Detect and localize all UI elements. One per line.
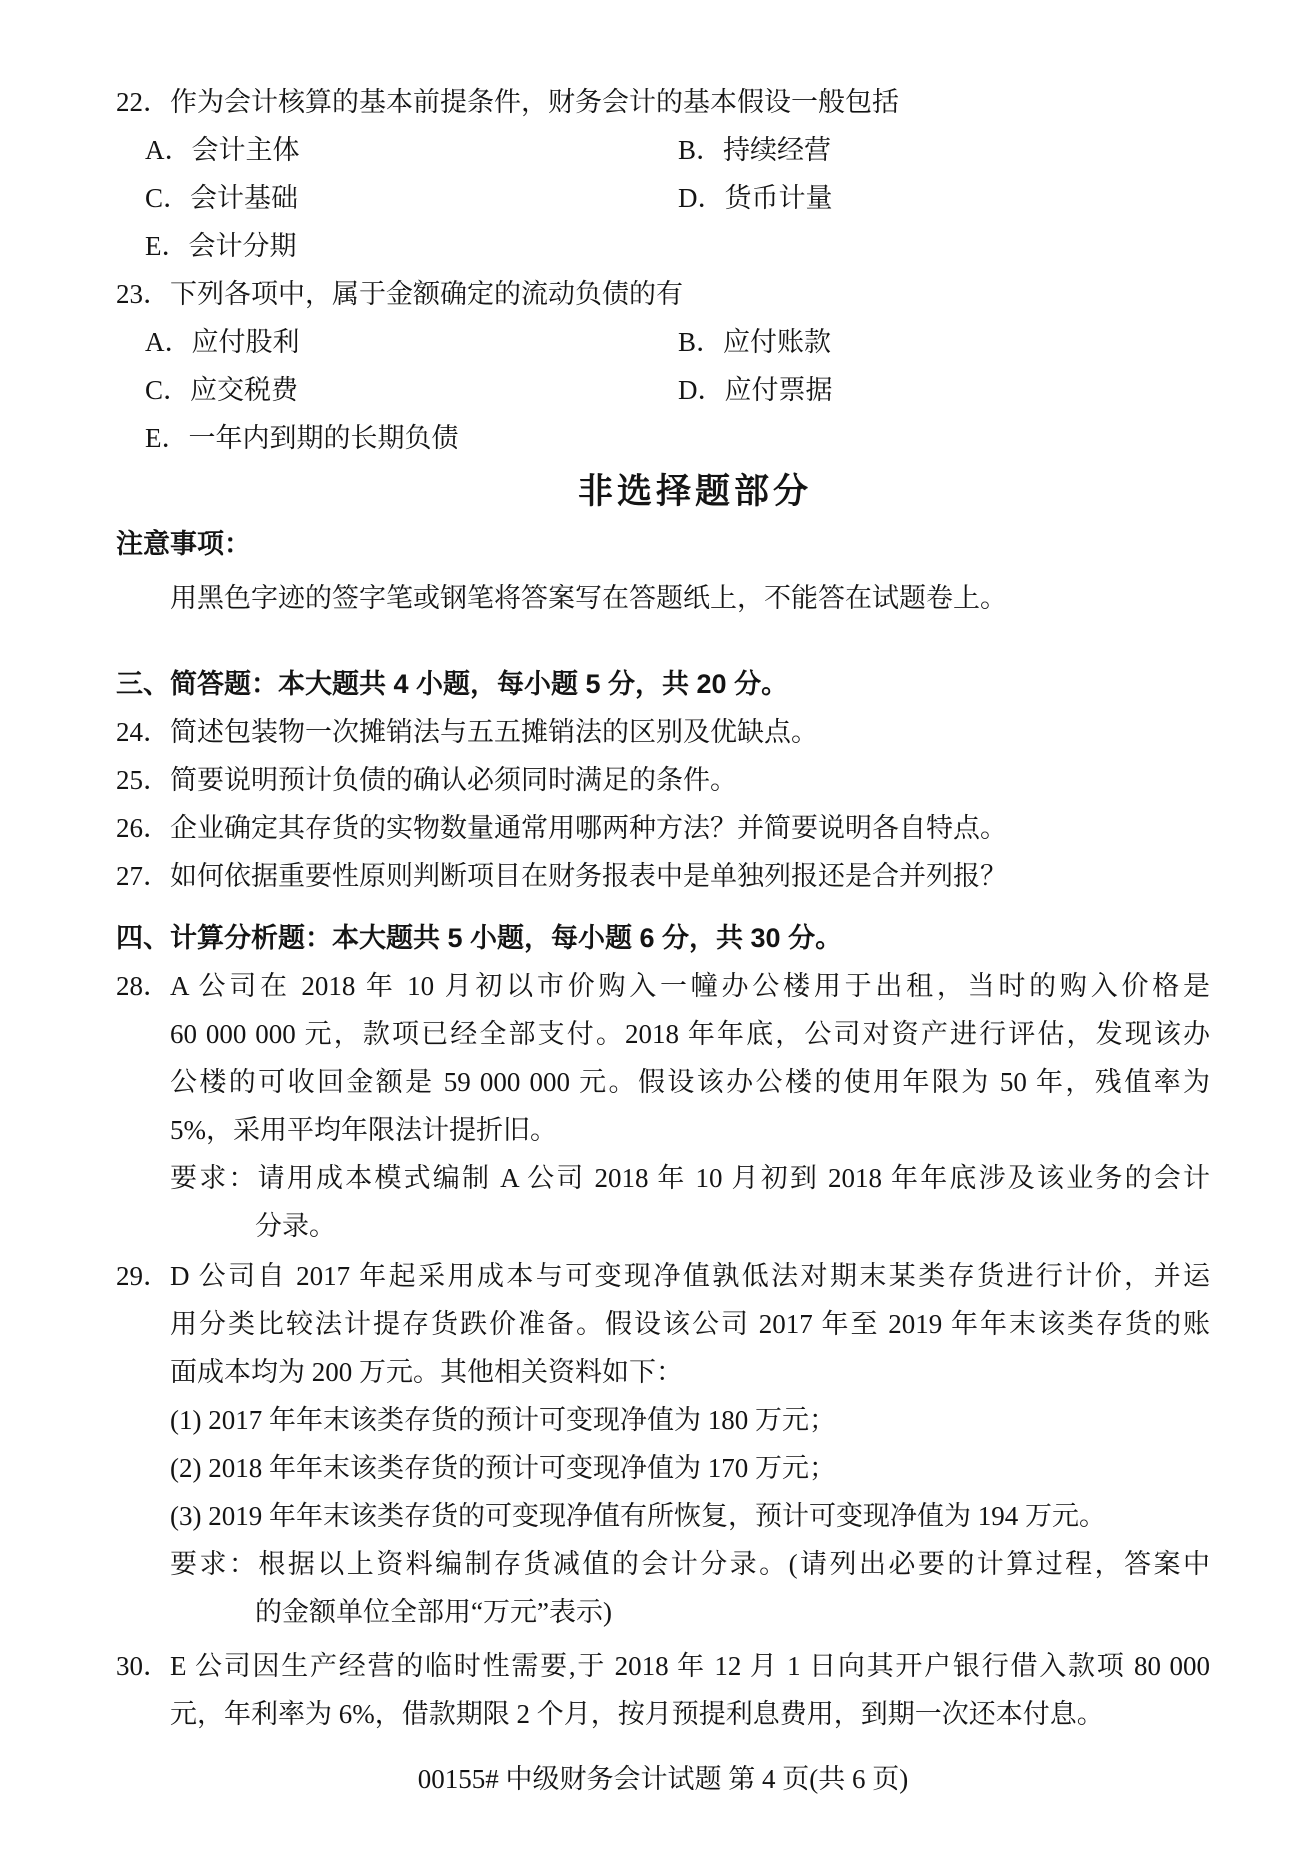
notice-title: 注意事项：	[116, 529, 251, 559]
question-30-line: 元，年利率为 6%，借款期限 2 个月，按月预提利息费用，到期一次还本付息。	[170, 1699, 1104, 1729]
question-22-option-empty	[678, 222, 1210, 270]
question-25: 25．简要说明预计负债的确认必须同时满足的条件。	[116, 765, 737, 795]
question-29-requirement: 的金额单位全部用“万元”表示)	[255, 1597, 612, 1627]
question-22-option-e: E．会计分期	[145, 231, 297, 261]
question-29-requirement: 要求：根据以上资料编制存货减值的会计分录。(请列出必要的计算过程，答案中	[170, 1549, 1210, 1579]
question-22-option-b: B．持续经营	[678, 135, 832, 165]
notice-body: 用黑色字迹的签字笔或钢笔将答案写在答题纸上，不能答在试题卷上。	[170, 583, 1007, 613]
question-22-option-c: C．会计基础	[145, 183, 299, 213]
question-29-line: 面成本均为 200 万元。其他相关资料如下：	[170, 1357, 683, 1387]
question-28-line: 60 000 000 元，款项已经全部支付。2018 年年底，公司对资产进行评估，发现该办	[170, 1019, 1210, 1049]
question-29-line	[116, 1252, 1210, 1300]
question-28-line: 5%，采用平均年限法计提折旧。	[170, 1115, 557, 1145]
question-29-line: 用分类比较法计提存货跌价准备。假设该公司 2017 年至 2019 年年末该类存货的账	[170, 1309, 1210, 1339]
question-29-item-3: (3) 2019 年年末该类存货的可变现净值有所恢复，预计可变现净值为 194 万元。	[170, 1501, 1106, 1531]
question-29-item-2: (2) 2018 年年末该类存货的预计可变现净值为 170 万元；	[170, 1453, 836, 1483]
question-23-options-row	[116, 318, 1210, 366]
section-4-header: 四、计算分析题：本大题共 5 小题，每小题 6 分，共 30 分。	[116, 923, 843, 953]
question-30-number: 30．	[116, 1651, 170, 1681]
question-23-option-d: D．应付票据	[678, 375, 833, 405]
question-22-options-row	[116, 174, 1210, 222]
question-22-option-d: D．货币计量	[678, 183, 833, 213]
question-30-text: E 公司因生产经营的临时性需要,于 2018 年 12 月 1 日向其开户银行借入款项 80 000	[170, 1651, 1210, 1681]
question-23-options-row	[116, 366, 1210, 414]
question-23-option-a: A．应付股利	[145, 327, 300, 357]
page-footer: 00155# 中级财务会计试题 第 4 页(共 6 页)	[417, 1764, 909, 1794]
question-23-option-e: E．一年内到期的长期负债	[145, 423, 459, 453]
non-mc-section-heading: 非选择题部分	[577, 472, 812, 511]
question-22-option-a: A．会计主体	[145, 135, 300, 165]
question-23-option-empty	[678, 414, 1210, 462]
question-30	[116, 1642, 1210, 1738]
question-28-line: 公楼的可收回金额是 59 000 000 元。假设该办公楼的使用年限为 50 年，残值率为	[170, 1067, 1210, 1097]
question-28-number: 28．	[116, 971, 170, 1001]
question-29-number: 29．	[116, 1261, 170, 1291]
question-23-option-b: B．应付账款	[678, 327, 832, 357]
question-29-item-1: (1) 2017 年年末该类存货的预计可变现净值为 180 万元；	[170, 1405, 836, 1435]
question-28	[116, 962, 1210, 1250]
question-22-options-row	[116, 126, 1210, 174]
question-23-stem: 23．下列各项中，属于金额确定的流动负债的有	[116, 279, 683, 309]
question-24: 24．简述包装物一次摊销法与五五摊销法的区别及优缺点。	[116, 717, 818, 747]
question-28-line	[116, 962, 1210, 1010]
question-23-options-row	[116, 414, 1210, 462]
question-23-option-c: C．应交税费	[145, 375, 299, 405]
question-28-requirement: 分录。	[255, 1211, 336, 1241]
question-26: 26．企业确定其存货的实物数量通常用哪两种方法？并简要说明各自特点。	[116, 813, 1007, 843]
question-29-text: D 公司自 2017 年起采用成本与可变现净值孰低法对期末某类存货进行计价，并运	[170, 1261, 1210, 1291]
question-22-options-row	[116, 222, 1210, 270]
question-27: 27．如何依据重要性原则判断项目在财务报表中是单独列报还是合并列报？	[116, 861, 1007, 891]
section-3-header: 三、简答题：本大题共 4 小题，每小题 5 分，共 20 分。	[116, 669, 789, 699]
question-29	[116, 1252, 1210, 1636]
question-28-requirement: 要求：请用成本模式编制 A 公司 2018 年 10 月初到 2018 年年底涉及该业务的会计	[170, 1163, 1210, 1193]
question-28-text: A 公司在 2018 年 10 月初以市价购入一幢办公楼用于出租，当时的购入价格是	[170, 971, 1210, 1001]
question-30-line	[116, 1642, 1210, 1690]
question-22-stem: 22．作为会计核算的基本前提条件，财务会计的基本假设一般包括	[116, 87, 899, 117]
